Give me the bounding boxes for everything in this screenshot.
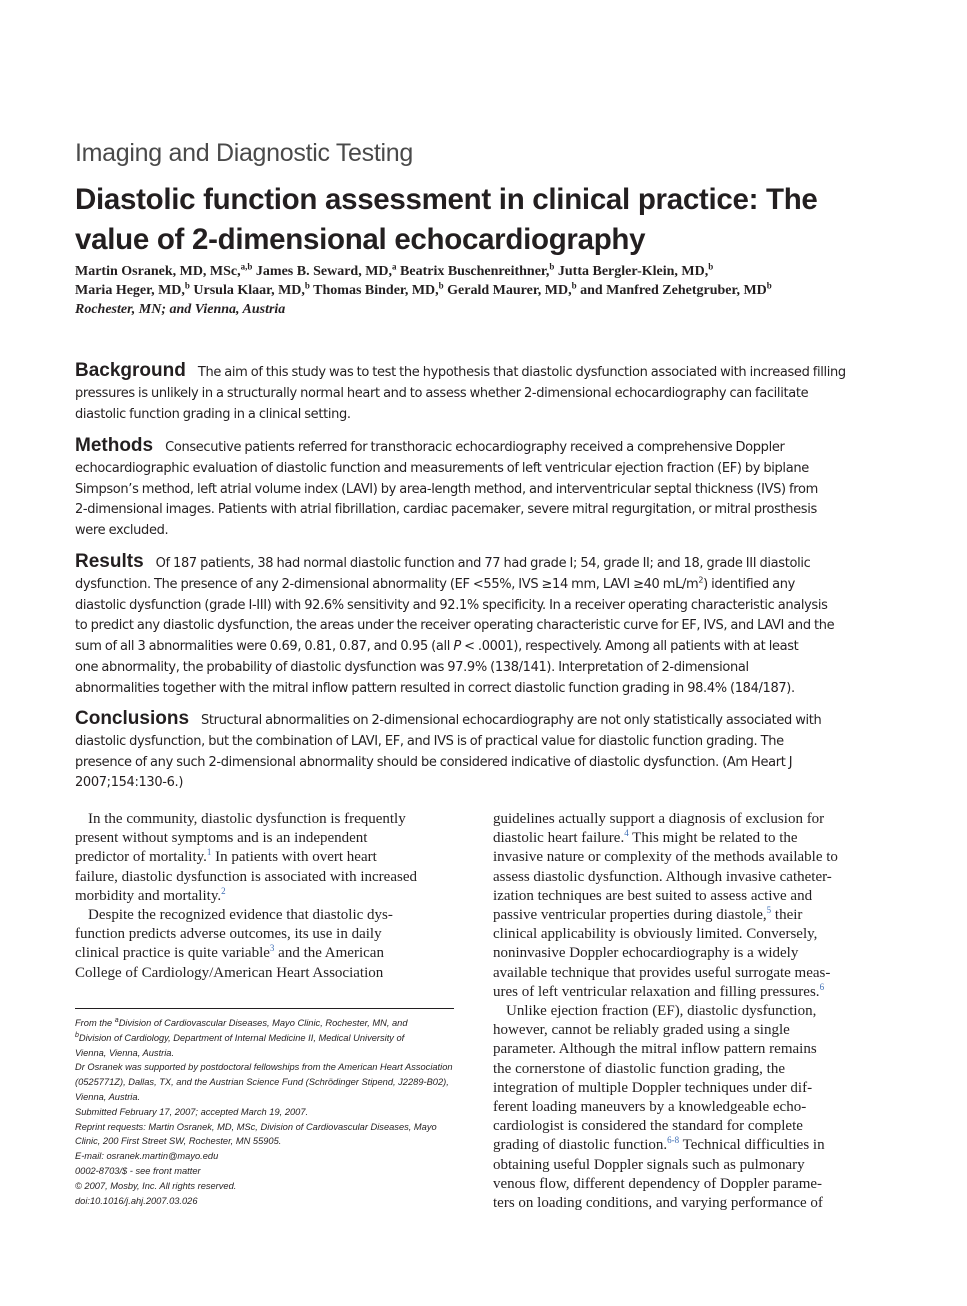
abstract-line: diastolic dysfunction (grade I-III) with 92.6% sensitivity and 92.1% specificity. In a receiver operating characteristic analysis [75, 597, 828, 613]
abstract-line [75, 552, 875, 575]
abstract-text: Of 187 patients, 38 had normal diastolic function and 77 had grade I; 54, grade II; and 18, grade III diastolic [155, 556, 811, 571]
body-text: In patients with overt heart [211, 849, 377, 866]
footnote-line: © 2007, Mosby, Inc. All rights reserved. [75, 1180, 237, 1191]
body-text: Technical difficulties in [679, 1137, 825, 1154]
author-name: Beatrix Buschenreithner, [396, 264, 550, 279]
abstract-line [75, 637, 875, 658]
abstract-line: presence of any such 2-dimensional abnormality should be considered indicative of diastolic dysfunction. (Am Heart J [75, 754, 793, 770]
body-line: venous flow, different dependency of Doppler parame- [493, 1175, 823, 1192]
body-text: passive ventricular properties during diastole, [493, 907, 767, 924]
section-label: Imaging and Diagnostic Testing [75, 139, 413, 167]
body-text: their [771, 907, 803, 924]
abstract-line: one abnormality, the probability of diastolic dysfunction was 97.9% (138/141). Interpretation of 2-dimensional [75, 659, 749, 675]
abstract-text: sum of all 3 abnormalities were 0.69, 0.81, 0.87, and 0.95 (all [75, 639, 454, 655]
author-line [75, 262, 905, 281]
footnote-line [75, 1016, 454, 1031]
abstract-line: 2-dimensional images. Patients with atrial fibrillation, cardiac pacemaker, severe mitral regurgitation, or mitral prosthesis [75, 502, 817, 518]
author-name: Gerald Maurer, MD, [443, 283, 572, 298]
abstract-line: diastolic dysfunction, but the combination of LAVI, EF, and IVS is of practical value for diastolic function grading. The [75, 733, 784, 749]
body-line [75, 887, 455, 906]
abstract-line: were excluded. [75, 523, 169, 539]
footnote-line: Vienna, Austria. [75, 1091, 141, 1102]
abstract-heading: Background [75, 360, 186, 381]
author-affiliation-mark: b [571, 280, 577, 291]
footnote-text: Division of Cardiovascular Diseases, Mayo Clinic, Rochester, MN, and [118, 1018, 408, 1028]
body-column-left [75, 810, 455, 983]
author-affiliation: Rochester, MN; and Vienna, Austria [75, 302, 286, 317]
footnote-text: Division of Cardiology, Department of Internal Medicine II, Medical University of [78, 1032, 405, 1043]
title-line: Diastolic function assessment in clinical practice: The [75, 183, 818, 216]
body-line: College of Cardiology/American Heart Association [75, 964, 384, 981]
reference-citation[interactable]: 5 [766, 905, 772, 916]
abstract-heading: Conclusions [75, 708, 190, 729]
author-name: Jutta Bergler-Klein, MD, [554, 264, 709, 279]
footnote-text: From the [75, 1018, 115, 1028]
author-name: and Manfred Zehetgruber, MD [576, 283, 767, 298]
abstract-heading: Methods [75, 435, 154, 456]
abstract-text: < .0001), respectively. Among all patients with at least [460, 639, 799, 655]
reference-citation[interactable]: 2 [221, 885, 226, 896]
footnote-line: Vienna, Vienna, Austria. [75, 1047, 175, 1058]
reference-citation[interactable]: 6 [819, 981, 825, 992]
title-line: value of 2-dimensional echocardiography [75, 223, 646, 256]
body-line: however, cannot be reliably graded using a single [493, 1022, 790, 1039]
affiliation-mark: a [114, 1016, 119, 1024]
body-line: the cornerstone of diastolic function grading, the [493, 1060, 785, 1077]
body-line: Despite the recognized evidence that diastolic dys- [88, 907, 393, 924]
p-value-symbol: P [453, 639, 461, 655]
footnote-line: Clinic, 200 First Street SW, Rochester, MN 55905. [75, 1136, 282, 1147]
body-line: failure, diastolic dysfunction is associated with increased [75, 868, 417, 885]
reference-citation[interactable]: 1 [206, 847, 212, 858]
author-affiliation-mark: b [438, 280, 444, 291]
footnote-email[interactable]: E-mail: osranek.martin@mayo.edu [75, 1151, 219, 1162]
article-footnotes [75, 1016, 454, 1208]
author-affiliation-mark: a,b [240, 261, 253, 272]
abstract-line: Simpson’s method, left atrial volume index (LAVI) by area-length method, and interventricular septal thickness (IVS) from [75, 481, 818, 497]
author-affiliation-mark: b [184, 280, 190, 291]
body-line: ization techniques are best suited to assess active and [493, 887, 813, 904]
abstract-line [75, 575, 875, 596]
author-name: James B. Seward, MD, [252, 264, 393, 279]
author-affiliation-mark: b [549, 261, 555, 272]
abstract-text: dysfunction. The presence of any 2-dimensional abnormality (EF <55%, IVS ≥14 mm, LAVI ≥40 mL/m [75, 576, 699, 592]
abstract-line [75, 361, 875, 384]
body-line: ters on loading conditions, and varying performance of [493, 1195, 823, 1212]
abstract-line: pressures is unlikely in a structurally normal heart and to assess whether 2-dimensional echocardiography can facilitate [75, 385, 809, 401]
body-line: cardiologist is considered the standard for complete [493, 1118, 803, 1135]
abstract-line: to predict any diastolic dysfunction, the areas under the receiver operating characteristic curve for EF, IVS, and LAVI and the [75, 618, 835, 634]
body-line: In the community, diastolic dysfunction is frequently [88, 811, 406, 827]
author-affiliation-mark: b [304, 280, 310, 291]
author-name: Thomas Binder, MD, [309, 283, 439, 298]
body-text: This might be related to the [628, 830, 798, 847]
reference-citation[interactable]: 4 [624, 828, 629, 839]
author-name: Maria Heger, MD, [75, 283, 185, 298]
abstract-line [75, 709, 875, 732]
body-line [75, 944, 455, 963]
author-affiliation-mark: b [766, 280, 772, 291]
author-affiliation-mark: a [392, 261, 397, 272]
body-line: clinical applicability is obviously limited. Conversely, [493, 926, 818, 943]
footnote-line: Dr Osranek was supported by postdoctoral fellowships from the American Heart Association [75, 1062, 453, 1073]
body-line [493, 829, 873, 848]
body-line: assess diastolic dysfunction. Although invasive catheter- [493, 868, 832, 885]
body-text: clinical practice is quite variable [75, 945, 270, 962]
footnote-line: Submitted February 17, 2007; accepted March 19, 2007. [75, 1106, 309, 1117]
article-title [75, 180, 875, 260]
body-line: ferent loading maneuvers by a knowledgeable echo- [493, 1099, 807, 1116]
author-affiliation-mark: b [708, 261, 714, 272]
superscript: 2 [698, 575, 704, 585]
body-line: function predicts adverse outcomes, its use in daily [75, 926, 382, 943]
abstract-line: 2007;154:130-6.) [75, 775, 184, 791]
abstract-text: Structural abnormalities on 2-dimensional echocardiography are not only statistically associated with [201, 713, 822, 728]
abstract-conclusions [75, 709, 875, 794]
body-line [493, 1136, 873, 1155]
abstract-text: Consecutive patients referred for transthoracic echocardiography received a comprehensive Doppler [165, 440, 785, 455]
body-line [75, 848, 455, 867]
author-list [75, 262, 905, 319]
abstract-text: The aim of this study was to test the hypothesis that diastolic dysfunction associated with increased filling [197, 365, 846, 380]
footnote-doi[interactable]: doi:10.1016/j.ahj.2007.03.026 [75, 1195, 198, 1206]
body-line [493, 906, 873, 925]
body-line: invasive nature or complexity of the methods available to [493, 849, 838, 866]
body-line: noninvasive Doppler echocardiography is a widely [493, 945, 799, 962]
abstract-methods [75, 436, 875, 542]
body-line: Unlike ejection fraction (EF), diastolic dysfunction, [506, 1003, 817, 1020]
body-line: guidelines actually support a diagnosis of exclusion for [493, 811, 825, 827]
body-text: morbidity and mortality. [75, 887, 222, 904]
footnote-line: Reprint requests: Martin Osranek, MD, MSc, Division of Cardiovascular Diseases, Mayo [75, 1121, 437, 1132]
author-name: Ursula Klaar, MD, [189, 283, 305, 298]
body-line: integration of multiple Doppler techniques under dif- [493, 1079, 813, 1096]
abstract-heading: Results [75, 551, 144, 572]
body-line: obtaining useful Doppler signals such as pulmonary [493, 1156, 805, 1173]
body-text: predictor of mortality. [75, 849, 207, 866]
abstract-line: diastolic function grading in a clinical setting. [75, 406, 351, 422]
footnote-line: 0002-8703/$ - see front matter [75, 1165, 201, 1176]
footnote-divider [75, 1008, 454, 1009]
abstract-results [75, 552, 875, 700]
abstract-line: abnormalities together with the mitral inflow pattern resulted in correct diastolic function grading in 98.4% (184/187). [75, 680, 795, 696]
abstract-line [75, 436, 875, 459]
body-line: present without symptoms and is an independent [75, 830, 368, 847]
affiliation-mark: b [75, 1031, 79, 1039]
author-line [75, 281, 905, 300]
abstract-text: ) identified any [703, 576, 795, 592]
reference-citation[interactable]: 6-8 [667, 1135, 680, 1146]
author-name: Martin Osranek, MD, MSc, [75, 264, 241, 279]
footnote-line [75, 1031, 454, 1046]
body-line: available technique that provides useful surrogate meas- [493, 964, 831, 981]
body-column-right [493, 810, 873, 1213]
abstract-background [75, 361, 875, 425]
abstract-line: echocardiographic evaluation of diastolic function and measurements of left ventricular ejection fraction (EF) by biplane [75, 460, 809, 476]
body-text: ures of left ventricular relaxation and filling pressures. [493, 983, 820, 1000]
body-text: grading of diastolic function. [493, 1137, 668, 1154]
body-text: diastolic heart failure. [493, 830, 625, 847]
reference-citation[interactable]: 3 [269, 943, 275, 954]
body-line: parameter. Although the mitral inflow pattern remains [493, 1041, 817, 1058]
footnote-line: (0525771Z), Dallas, TX, and the Austrian Science Fund (Schrödinger Stipend, J2289-B02), [75, 1077, 449, 1088]
body-text: and the American [274, 945, 384, 962]
body-line [493, 983, 873, 1002]
